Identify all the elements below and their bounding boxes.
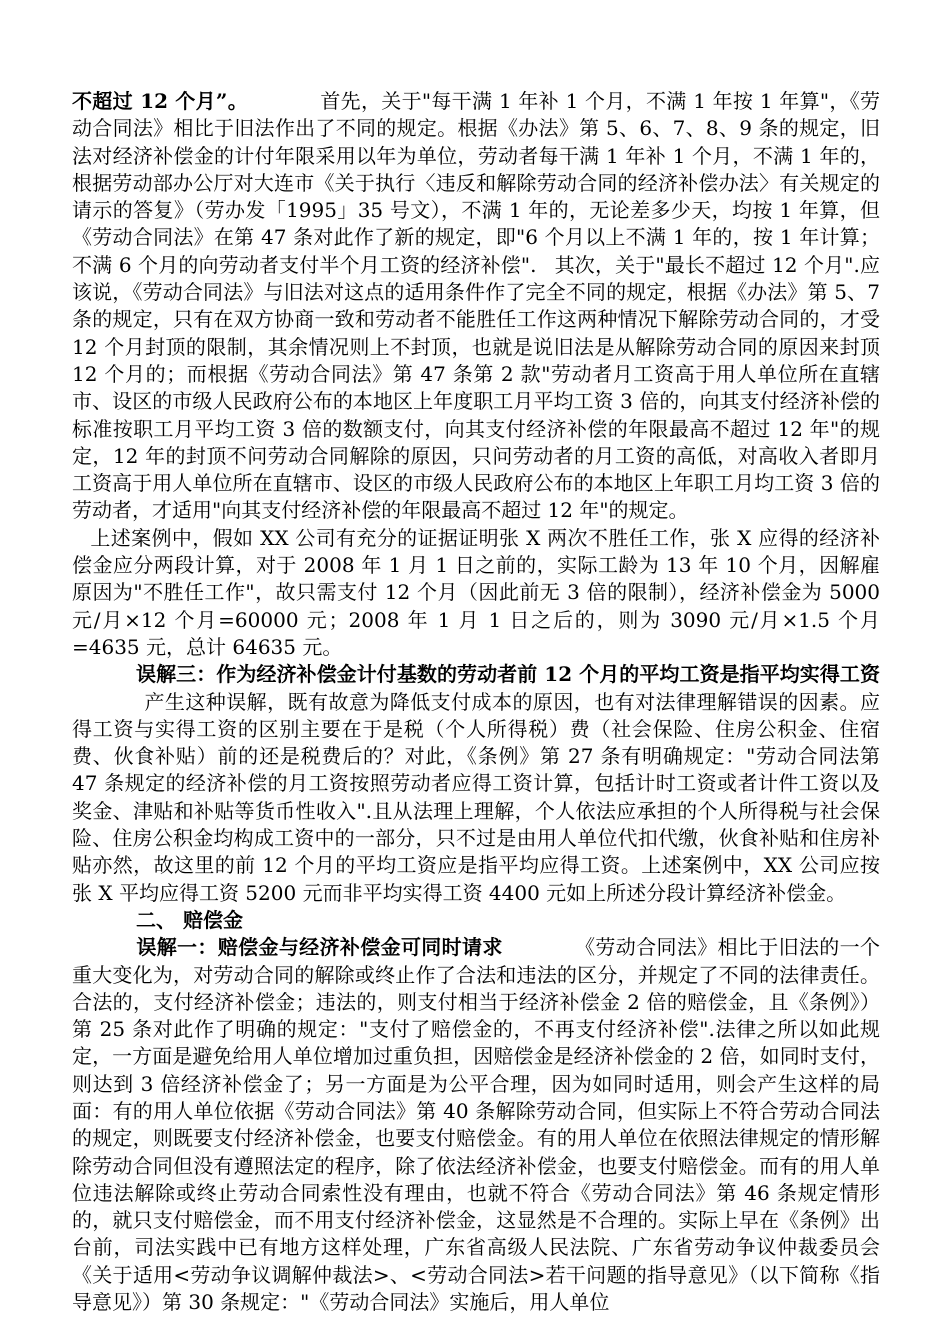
section-heading: 误解三：作为经济补偿金计付基数的劳动者前 12 个月的平均工资是指平均实得工资	[136, 662, 880, 687]
section-heading: 误解一：赔偿金与经济补偿金可同时请求	[136, 935, 503, 960]
paragraph-text: 产生这种误解，既有故意为降低支付成本的原因，也有对法律理解错误的因素。应得工资与实得工资的区别主要在于是税（个人所得税）费（社会保险、住房公积金、住宿费、伙食补贴）前的还是税费后的？对此，《条例》第 27 条有明确规定："劳动合同法第 47 条规定的经济补偿的月工资按照劳动者应得工资计算，包括计时工资或者计件工资以及奖金、津贴和补贴等货币性收入".且从法理上理解，个人依法应承担的个人所得税与社会保险、住房公积金均构成工资中的一部分，只不过是由用人单位代扣代缴，伙食补贴和住房补贴亦然，故这里的前 12 个月的平均工资应是指平均应得工资。上述案例中，XX 公司应按张 X 平均应得工资 5200 元而非平均实得工资 4400 元如上所述分段计算经济补偿金。	[72, 689, 880, 905]
paragraph-text: 首先，关于"每干满 1 年补 1 个月，不满 1 年按 1 年算"，《劳动合同法》相比于旧法作出了不同的规定。根据《办法》第 5、6、7、8、9 条的规定，旧法对经济补偿金的计付年限采用以年为单位，劳动者每干满 1 年补 1 个月，不满 1 年的，根据劳动部办公厅对大连市《关于执行〈违反和解除劳动合同的经济补偿办法〉有关规定的请示的答复》（劳办发「1995」35 号文），不满 1 年的，无论差多少天，均按 1 年算，但《劳动合同法》在第 47 条对此作了新的规定，即"6 个月以上不满 1 年的，按 1 年计算；不满 6 个月的向劳动者支付半个月工资的经济补偿".	[72, 89, 881, 277]
paragraph-misread-3	[72, 661, 880, 907]
paragraph-text: 《劳动合同法》相比于旧法的一个重大变化为，对劳动合同的解除或终止作了合法和违法的区分，并规定了不同的法律责任。合法的，支付经济补偿金；违法的，则支付相当于经济补偿金 2 倍的赔偿金，且《条例》）第 25 条对此作了明确的规定："支付了赔偿金的，不再支付经济补偿".法律之所以如此规定，一方面是避免给用人单位增加过重负担，因赔偿金是经济补偿金的 2 倍，如同时支付，则达到 3 倍经济补偿金了；另一方面是为公平合理，因为如同时适用，则会产生这样的局面：有的用人单位依据《劳动合同法》第 40 条解除劳动合同，但实际上不符合劳动合同法的规定，则既要支付经济补偿金，也要支付赔偿金。有的用人单位在依照法律规定的情形解除劳动合同但没有遵照法定的程序，除了依法经济补偿金，也要支付赔偿金。而有的用人单位违法解除或终止劳动合同索性没有理由，也就不符合《劳动合同法》第 46 条规定情形的，就只支付赔偿金，而不用支付经济补偿金，这显然是不合理的。实际上早在《条例》出台前，司法实践中已有地方这样处理，广东省高级人民法院、广东省劳动争议仲裁委员会《关于适用<劳动争议调解仲裁法>、<劳动合同法>若干问题的指导意见》（以下简称《指导意见》）第 30 条规定："《劳动合同法》实施后，用人单位	[72, 935, 881, 1315]
section-heading-compensation	[72, 907, 880, 934]
section-title: 二、 赔偿金	[136, 907, 243, 932]
paragraph-text: 其次，关于"最长不超过 12 个月".应该说，《劳动合同法》与旧法对这点的适用条件作了完全不同的规定，根据《办法》第 5、7 条的规定，只有在双方协商一致和劳动者不能胜任工作这两种情况下解除劳动合同的，才受 12 个月封顶的限制，其余情况则上不封顶，也就是说旧法是从解除劳动合同的原因来封顶 12 个月的；而根据《劳动合同法》第 47 条第 2 款"劳动者月工资高于用人单位所在直辖市、设区的市级人民政府公布的本地区上年度职工月平均工资 3 倍的，向其支付经济补偿的标准按职工月平均工资 3 倍的数额支付，向其支付经济补偿的年限最高不超过 12 年"的规定，12 年的封顶不问劳动合同解除的原因，只问劳动者的月工资的高低，对高收入者即月工资高于用人单位所在直辖市、设区的市级人民政府公布的本地区上年职工月均工资 3 倍的劳动者，才适用"向其支付经济补偿的年限最高不超过 12 年"的规定。	[72, 252, 881, 523]
lead-bold-text: 不超过 12 个月”。	[72, 89, 249, 113]
paragraph-compensation-period	[72, 88, 880, 525]
paragraph-case-analysis	[72, 525, 880, 661]
document-page	[72, 88, 880, 1316]
paragraph-misread-1	[72, 934, 880, 1316]
paragraph-text: 上述案例中，假如 XX 公司有充分的证据证明张 X 两次不胜任工作，张 X 应得的经济补偿金应分两段计算，对于 2008 年 1 月 1 日之前的，实际工龄为 13 年 10 个月，因解雇原因为"不胜任工作"，故只需支付 12 个月（因此前无 3 倍的限制），经济补偿金为 5000 元/月×12 个月=60000 元；2008 年 1 月 1 日之后的，则为 3090 元/月×1.5 个月=4635 元，总计 64635 元。	[72, 525, 880, 659]
